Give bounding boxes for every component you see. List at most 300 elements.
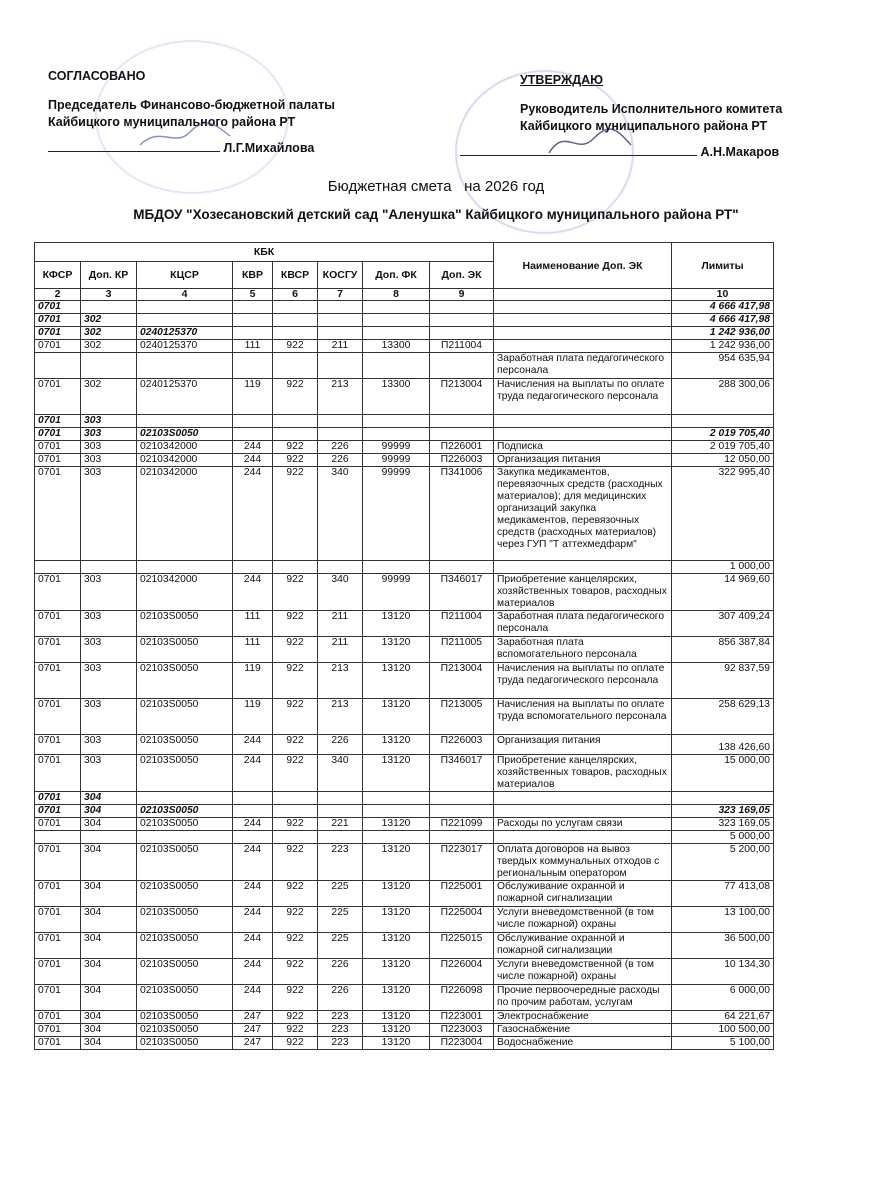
cell-limit: 307 409,24 xyxy=(672,611,774,637)
cell-kfsr: 0701 xyxy=(35,467,81,561)
cell-kcsr: 0240125370 xyxy=(137,327,233,340)
column-number xyxy=(494,289,672,301)
cell-dopkr: 302 xyxy=(81,379,137,415)
cell-kvr xyxy=(233,561,273,574)
cell-dopfk: 13120 xyxy=(363,818,430,831)
cell-kosgu: 226 xyxy=(318,441,363,454)
cell-kvsr: 922 xyxy=(273,467,318,561)
cell-dopfk xyxy=(363,805,430,818)
cell-dopkr: 303 xyxy=(81,637,137,663)
cell-dopfk: 99999 xyxy=(363,454,430,467)
cell-kvsr xyxy=(273,561,318,574)
cell-kvsr: 922 xyxy=(273,1024,318,1037)
column-number: 8 xyxy=(363,289,430,301)
cell-kvr: 244 xyxy=(233,933,273,959)
cell-kvsr: 922 xyxy=(273,663,318,699)
cell-limit: 4 666 417,98 xyxy=(672,301,774,314)
cell-kvr: 111 xyxy=(233,637,273,663)
cell-kcsr: 02103S0050 xyxy=(137,1037,233,1050)
cell-kosgu xyxy=(318,301,363,314)
cell-dopkr: 304 xyxy=(81,818,137,831)
cell-kfsr: 0701 xyxy=(35,933,81,959)
right-signature-icon xyxy=(545,125,635,160)
cell-kcsr: 02103S0050 xyxy=(137,805,233,818)
kbk-header: КБК xyxy=(35,243,494,262)
cell-name xyxy=(494,428,672,441)
table-row xyxy=(35,1024,774,1037)
cell-name: Закупка медикаментов, перевязочных средств (расходных материалов); для медицинских организаций закупка медикаментов, перевязочных средств (расходных материалов) через ГУП "Т аттехмедфарм" xyxy=(494,467,672,561)
table-row xyxy=(35,314,774,327)
table-row xyxy=(35,340,774,353)
table-row xyxy=(35,441,774,454)
cell-dopkr: 304 xyxy=(81,985,137,1011)
cell-kvr: 244 xyxy=(233,755,273,792)
cell-dopfk: 13120 xyxy=(363,1037,430,1050)
cell-kcsr: 02103S0050 xyxy=(137,663,233,699)
cell-kvsr: 922 xyxy=(273,340,318,353)
cell-limit: 4 666 417,98 xyxy=(672,314,774,327)
cell-kvsr: 922 xyxy=(273,441,318,454)
table-row xyxy=(35,831,774,844)
column-number: 5 xyxy=(233,289,273,301)
cell-limit: 5 000,00 xyxy=(672,831,774,844)
cell-kfsr: 0701 xyxy=(35,415,81,428)
column-header-kfsr: КФСР xyxy=(35,262,81,289)
left-signatory: Л.Г.Михайлова xyxy=(223,141,315,155)
cell-dopek: П341006 xyxy=(430,467,494,561)
cell-dopek: П223003 xyxy=(430,1024,494,1037)
cell-limit: 288 300,06 xyxy=(672,379,774,415)
cell-name: Приобретение канцелярских, хозяйственных товаров, расходных материалов xyxy=(494,574,672,611)
column-number: 3 xyxy=(81,289,137,301)
cell-dopkr xyxy=(81,561,137,574)
cell-dopfk: 13120 xyxy=(363,699,430,735)
table-row xyxy=(35,959,774,985)
cell-dopfk: 99999 xyxy=(363,441,430,454)
cell-limit: 36 500,00 xyxy=(672,933,774,959)
cell-name: Водоснабжение xyxy=(494,1037,672,1050)
cell-kcsr: 02103S0050 xyxy=(137,699,233,735)
cell-limit: 64 221,67 xyxy=(672,1011,774,1024)
cell-kosgu: 225 xyxy=(318,907,363,933)
cell-name: Организация питания xyxy=(494,735,672,755)
cell-dopfk: 13120 xyxy=(363,844,430,881)
cell-dopek xyxy=(430,314,494,327)
table-row xyxy=(35,611,774,637)
cell-limit: 322 995,40 xyxy=(672,467,774,561)
cell-kvsr: 922 xyxy=(273,574,318,611)
cell-limit: 1 242 936,00 xyxy=(672,340,774,353)
table-row xyxy=(35,699,774,735)
cell-kosgu: 211 xyxy=(318,637,363,663)
cell-name xyxy=(494,340,672,353)
table-row xyxy=(35,844,774,881)
cell-name: Услуги вневедомственной (в том числе пожарной) охраны xyxy=(494,907,672,933)
cell-limit: 323 169,05 xyxy=(672,805,774,818)
cell-dopkr: 304 xyxy=(81,844,137,881)
cell-limit: 323 169,05 xyxy=(672,818,774,831)
cell-kcsr: 0210342000 xyxy=(137,454,233,467)
cell-kvr xyxy=(233,327,273,340)
cell-kcsr xyxy=(137,792,233,805)
cell-kosgu: 223 xyxy=(318,1024,363,1037)
cell-dopek xyxy=(430,805,494,818)
cell-kvr: 247 xyxy=(233,1011,273,1024)
cell-dopfk: 99999 xyxy=(363,574,430,611)
cell-kosgu: 340 xyxy=(318,755,363,792)
cell-dopek: П213004 xyxy=(430,663,494,699)
cell-dopkr: 303 xyxy=(81,415,137,428)
cell-name: Прочие первоочередные расходы по прочим работам, услугам xyxy=(494,985,672,1011)
table-row xyxy=(35,637,774,663)
cell-kfsr: 0701 xyxy=(35,1011,81,1024)
table-row xyxy=(35,379,774,415)
cell-kosgu xyxy=(318,561,363,574)
cell-kfsr: 0701 xyxy=(35,907,81,933)
cell-kosgu: 225 xyxy=(318,933,363,959)
cell-name: Начисления на выплаты по оплате труда вспомогательного персонала xyxy=(494,699,672,735)
cell-dopek xyxy=(430,561,494,574)
cell-dopek xyxy=(430,353,494,379)
cell-dopek: П226003 xyxy=(430,454,494,467)
table-row xyxy=(35,1037,774,1050)
right-signatory: А.Н.Макаров xyxy=(700,145,780,159)
table-row xyxy=(35,663,774,699)
cell-kcsr: 02103S0050 xyxy=(137,611,233,637)
cell-kosgu: 213 xyxy=(318,663,363,699)
cell-kvsr xyxy=(273,792,318,805)
cell-dopek: П211004 xyxy=(430,611,494,637)
cell-dopfk: 13120 xyxy=(363,735,430,755)
cell-kcsr: 02103S0050 xyxy=(137,735,233,755)
cell-kvr: 119 xyxy=(233,663,273,699)
cell-kfsr: 0701 xyxy=(35,735,81,755)
cell-kcsr: 0240125370 xyxy=(137,379,233,415)
cell-kvr xyxy=(233,353,273,379)
cell-dopek: П226003 xyxy=(430,735,494,755)
table-row xyxy=(35,735,774,755)
cell-dopkr: 304 xyxy=(81,933,137,959)
cell-kvr: 247 xyxy=(233,1037,273,1050)
cell-kcsr xyxy=(137,353,233,379)
cell-name xyxy=(494,415,672,428)
cell-dopkr: 303 xyxy=(81,454,137,467)
table-row xyxy=(35,881,774,907)
cell-kvr: 244 xyxy=(233,959,273,985)
cell-kosgu xyxy=(318,314,363,327)
cell-kfsr: 0701 xyxy=(35,428,81,441)
cell-kcsr xyxy=(137,831,233,844)
cell-limit: 13 100,00 xyxy=(672,907,774,933)
cell-kfsr: 0701 xyxy=(35,1024,81,1037)
cell-dopfk: 13120 xyxy=(363,881,430,907)
cell-name: Начисления на выплаты по оплате труда педагогического персонала xyxy=(494,663,672,699)
cell-limit: 138 426,60 xyxy=(672,735,774,755)
cell-name xyxy=(494,561,672,574)
table-row xyxy=(35,933,774,959)
cell-limit: 258 629,13 xyxy=(672,699,774,735)
cell-name xyxy=(494,792,672,805)
cell-kosgu: 225 xyxy=(318,881,363,907)
cell-dopek xyxy=(430,428,494,441)
cell-dopkr: 303 xyxy=(81,574,137,611)
cell-limit xyxy=(672,415,774,428)
agreed-heading: СОГЛАСОВАНО xyxy=(48,69,146,83)
cell-dopfk: 13120 xyxy=(363,985,430,1011)
cell-dopek: П226004 xyxy=(430,959,494,985)
cell-kcsr: 02103S0050 xyxy=(137,637,233,663)
column-header-limits: Лимиты xyxy=(672,243,774,289)
cell-kcsr: 02103S0050 xyxy=(137,1024,233,1037)
cell-name: Заработная плата педагогического персонала xyxy=(494,611,672,637)
cell-limit: 92 837,59 xyxy=(672,663,774,699)
table-row xyxy=(35,755,774,792)
cell-kfsr: 0701 xyxy=(35,985,81,1011)
cell-kvr: 244 xyxy=(233,735,273,755)
column-number: 2 xyxy=(35,289,81,301)
cell-kvsr: 922 xyxy=(273,1037,318,1050)
cell-dopkr: 303 xyxy=(81,441,137,454)
cell-dopkr: 304 xyxy=(81,1024,137,1037)
cell-dopkr: 303 xyxy=(81,699,137,735)
cell-dopkr: 304 xyxy=(81,959,137,985)
cell-kfsr: 0701 xyxy=(35,818,81,831)
cell-dopkr: 303 xyxy=(81,735,137,755)
cell-kvr: 119 xyxy=(233,379,273,415)
cell-kvsr xyxy=(273,327,318,340)
cell-limit: 2 019 705,40 xyxy=(672,441,774,454)
cell-dopfk xyxy=(363,792,430,805)
cell-dopfk xyxy=(363,327,430,340)
cell-kosgu: 226 xyxy=(318,735,363,755)
cell-kfsr: 0701 xyxy=(35,881,81,907)
cell-kosgu xyxy=(318,353,363,379)
cell-dopkr: 302 xyxy=(81,327,137,340)
cell-name: Подписка xyxy=(494,441,672,454)
cell-kvsr: 922 xyxy=(273,844,318,881)
cell-kcsr xyxy=(137,314,233,327)
cell-kfsr: 0701 xyxy=(35,441,81,454)
table-row xyxy=(35,805,774,818)
cell-kcsr: 0210342000 xyxy=(137,441,233,454)
cell-kosgu xyxy=(318,805,363,818)
budget-table xyxy=(34,242,774,1050)
cell-name: Приобретение канцелярских, хозяйственных товаров, расходных материалов xyxy=(494,755,672,792)
column-header-name: Наименование Доп. ЭК xyxy=(494,243,672,289)
cell-dopkr: 302 xyxy=(81,314,137,327)
cell-limit: 14 969,60 xyxy=(672,574,774,611)
document-subtitle: МБДОУ "Хозесановский детский сад "Аленушка" Кайбицкого муниципального района РТ" xyxy=(133,207,739,222)
cell-kosgu xyxy=(318,792,363,805)
cell-kvsr: 922 xyxy=(273,985,318,1011)
cell-kvr xyxy=(233,415,273,428)
cell-kfsr xyxy=(35,831,81,844)
cell-kcsr: 0210342000 xyxy=(137,467,233,561)
cell-kfsr: 0701 xyxy=(35,1037,81,1050)
cell-dopek: П223004 xyxy=(430,1037,494,1050)
column-header-kosgu: КОСГУ xyxy=(318,262,363,289)
cell-kosgu xyxy=(318,428,363,441)
column-header-kvr: КВР xyxy=(233,262,273,289)
cell-dopek: П223001 xyxy=(430,1011,494,1024)
cell-kosgu: 211 xyxy=(318,340,363,353)
cell-dopkr xyxy=(81,353,137,379)
cell-kvsr xyxy=(273,353,318,379)
document-title: Бюджетная смета на 2026 год xyxy=(327,178,545,195)
cell-kfsr: 0701 xyxy=(35,379,81,415)
cell-dopfk: 13120 xyxy=(363,1024,430,1037)
cell-kosgu: 340 xyxy=(318,467,363,561)
cell-kvsr: 922 xyxy=(273,379,318,415)
column-header-kvsr: КВСР xyxy=(273,262,318,289)
cell-kvr xyxy=(233,792,273,805)
cell-kosgu: 226 xyxy=(318,454,363,467)
cell-kcsr: 02103S0050 xyxy=(137,907,233,933)
cell-dopfk xyxy=(363,301,430,314)
cell-dopfk xyxy=(363,415,430,428)
cell-dopkr: 303 xyxy=(81,663,137,699)
table-row xyxy=(35,327,774,340)
cell-kfsr: 0701 xyxy=(35,327,81,340)
cell-limit: 954 635,94 xyxy=(672,353,774,379)
cell-dopkr: 303 xyxy=(81,755,137,792)
cell-dopkr xyxy=(81,301,137,314)
cell-name: Электроснабжение xyxy=(494,1011,672,1024)
cell-kosgu xyxy=(318,327,363,340)
cell-dopfk: 13120 xyxy=(363,663,430,699)
cell-kvsr xyxy=(273,415,318,428)
cell-limit: 100 500,00 xyxy=(672,1024,774,1037)
cell-dopek xyxy=(430,792,494,805)
table-row xyxy=(35,792,774,805)
cell-limit xyxy=(672,792,774,805)
cell-kfsr: 0701 xyxy=(35,663,81,699)
table-row xyxy=(35,907,774,933)
cell-dopfk: 13120 xyxy=(363,907,430,933)
cell-limit: 6 000,00 xyxy=(672,985,774,1011)
cell-name xyxy=(494,327,672,340)
cell-dopfk: 13120 xyxy=(363,1011,430,1024)
table-row xyxy=(35,561,774,574)
cell-limit: 10 134,30 xyxy=(672,959,774,985)
cell-kvsr xyxy=(273,831,318,844)
cell-dopkr: 303 xyxy=(81,611,137,637)
cell-name: Начисления на выплаты по оплате труда педагогического персонала xyxy=(494,379,672,415)
cell-kvr: 244 xyxy=(233,467,273,561)
cell-dopfk: 13120 xyxy=(363,933,430,959)
column-header-kcsr: КЦСР xyxy=(137,262,233,289)
cell-kcsr: 02103S0050 xyxy=(137,844,233,881)
cell-dopek xyxy=(430,415,494,428)
cell-dopek: П226001 xyxy=(430,441,494,454)
cell-limit: 1 000,00 xyxy=(672,561,774,574)
table-row xyxy=(35,415,774,428)
cell-name: Услуги вневедомственной (в том числе пожарной) охраны xyxy=(494,959,672,985)
cell-kvr: 111 xyxy=(233,611,273,637)
cell-dopek: П211004 xyxy=(430,340,494,353)
cell-dopfk xyxy=(363,428,430,441)
cell-dopfk xyxy=(363,561,430,574)
cell-kvsr: 922 xyxy=(273,818,318,831)
cell-name: Оплата договоров на вывоз твердых коммунальных отходов с региональным оператором xyxy=(494,844,672,881)
cell-dopfk: 13300 xyxy=(363,340,430,353)
cell-dopkr: 303 xyxy=(81,428,137,441)
cell-dopek: П225015 xyxy=(430,933,494,959)
cell-kcsr: 0210342000 xyxy=(137,574,233,611)
cell-kcsr xyxy=(137,415,233,428)
cell-kfsr: 0701 xyxy=(35,574,81,611)
cell-kvsr: 922 xyxy=(273,881,318,907)
cell-dopek xyxy=(430,301,494,314)
cell-kosgu: 211 xyxy=(318,611,363,637)
cell-name: Обслуживание охранной и пожарной сигнализации xyxy=(494,881,672,907)
cell-kosgu: 213 xyxy=(318,699,363,735)
cell-dopek: П221099 xyxy=(430,818,494,831)
cell-kvsr: 922 xyxy=(273,611,318,637)
cell-kcsr xyxy=(137,301,233,314)
cell-limit: 856 387,84 xyxy=(672,637,774,663)
cell-kvr xyxy=(233,301,273,314)
cell-kfsr: 0701 xyxy=(35,454,81,467)
cell-limit: 12 050,00 xyxy=(672,454,774,467)
cell-dopek: П225004 xyxy=(430,907,494,933)
column-number: 7 xyxy=(318,289,363,301)
cell-dopkr: 304 xyxy=(81,1011,137,1024)
cell-kosgu: 213 xyxy=(318,379,363,415)
column-header-dopfk: Доп. ФК xyxy=(363,262,430,289)
cell-dopkr: 303 xyxy=(81,467,137,561)
cell-kvr: 244 xyxy=(233,907,273,933)
column-header-dopkr: Доп. КР xyxy=(81,262,137,289)
cell-limit: 77 413,08 xyxy=(672,881,774,907)
cell-kvr: 244 xyxy=(233,454,273,467)
cell-kfsr: 0701 xyxy=(35,314,81,327)
cell-dopek: П223017 xyxy=(430,844,494,881)
cell-dopek: П226098 xyxy=(430,985,494,1011)
left-signature-icon xyxy=(135,120,235,150)
cell-dopkr: 304 xyxy=(81,792,137,805)
left-stamp xyxy=(95,40,289,194)
cell-kvr: 244 xyxy=(233,985,273,1011)
cell-kvsr xyxy=(273,805,318,818)
cell-kvsr: 922 xyxy=(273,933,318,959)
cell-kosgu: 223 xyxy=(318,1037,363,1050)
cell-kvsr: 922 xyxy=(273,907,318,933)
cell-kfsr: 0701 xyxy=(35,301,81,314)
cell-kfsr: 0701 xyxy=(35,340,81,353)
cell-dopek: П213005 xyxy=(430,699,494,735)
cell-kfsr: 0701 xyxy=(35,805,81,818)
cell-kvr xyxy=(233,428,273,441)
cell-kfsr: 0701 xyxy=(35,611,81,637)
cell-kvr: 247 xyxy=(233,1024,273,1037)
cell-dopek xyxy=(430,831,494,844)
cell-kvsr: 922 xyxy=(273,637,318,663)
cell-kosgu: 221 xyxy=(318,818,363,831)
cell-limit: 5 200,00 xyxy=(672,844,774,881)
cell-kvr: 111 xyxy=(233,340,273,353)
cell-limit: 1 242 936,00 xyxy=(672,327,774,340)
cell-kfsr: 0701 xyxy=(35,755,81,792)
table-row xyxy=(35,428,774,441)
cell-kcsr: 0240125370 xyxy=(137,340,233,353)
cell-dopfk: 13120 xyxy=(363,637,430,663)
cell-kosgu: 226 xyxy=(318,985,363,1011)
cell-dopfk: 13120 xyxy=(363,755,430,792)
cell-dopkr: 304 xyxy=(81,907,137,933)
cell-kvsr: 922 xyxy=(273,959,318,985)
cell-dopek: П211005 xyxy=(430,637,494,663)
